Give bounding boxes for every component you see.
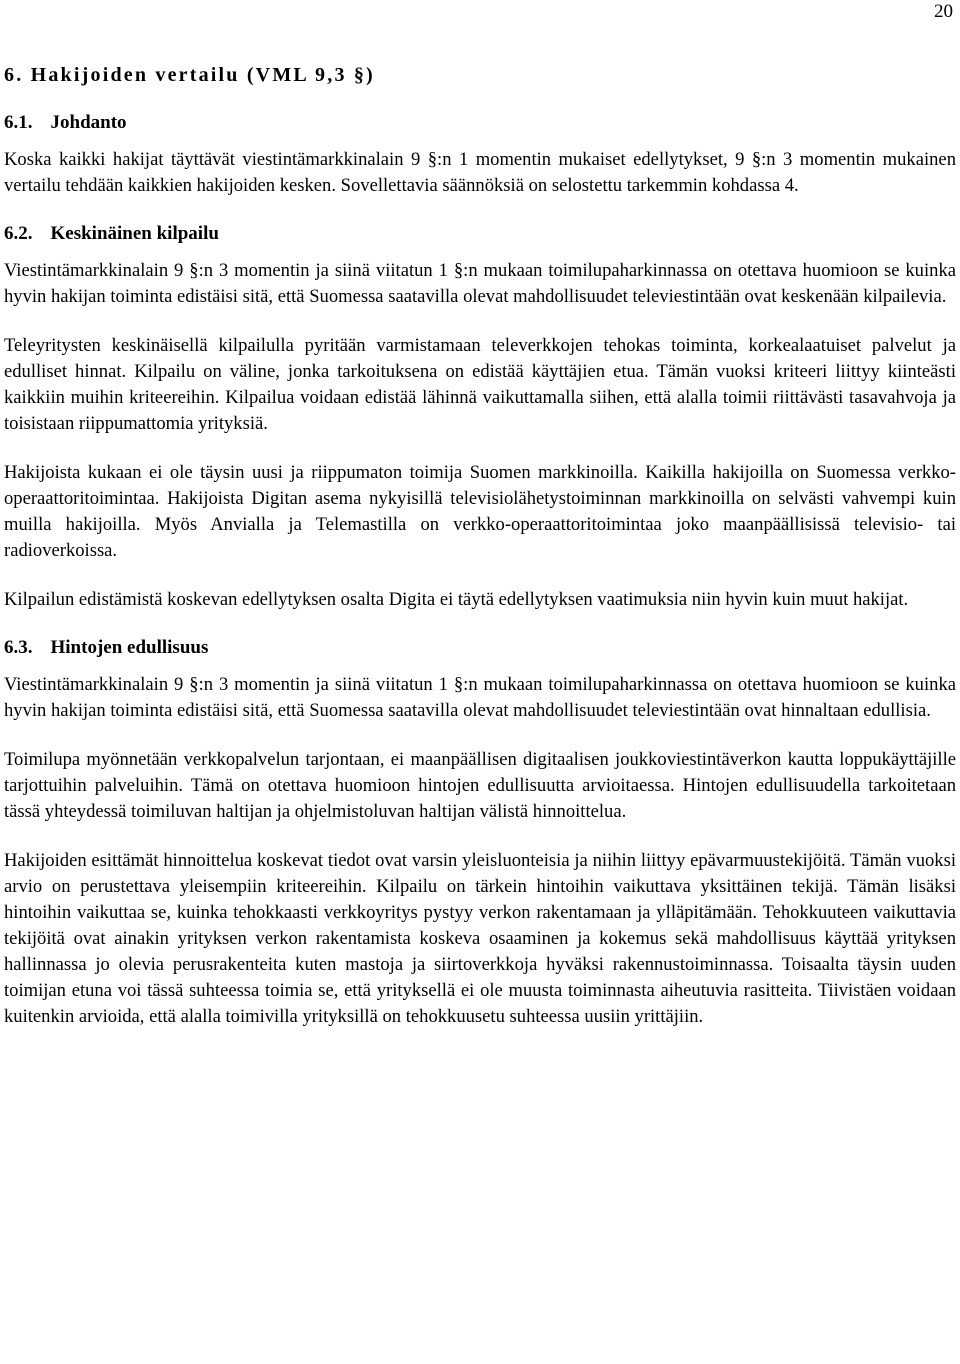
subsection-heading	[4, 222, 956, 246]
subsection-title: Keskinäinen kilpailu	[50, 223, 219, 244]
subsection-heading	[4, 636, 956, 660]
subsection-number: 6.2.	[4, 223, 33, 244]
subsection-heading	[4, 111, 956, 135]
subsection-number: 6.1.	[4, 112, 33, 133]
subsection-number: 6.3.	[4, 637, 33, 658]
document-body	[4, 62, 956, 1053]
subsection-keskinainen-kilpailu	[4, 222, 956, 613]
subsection-title: Hintojen edullisuus	[50, 637, 209, 658]
page-number: 20	[934, 1, 953, 22]
paragraph: Kilpailun edistämistä koskevan edellytyksen osalta Digita ei täytä edellytyksen vaatimuksia niin hyvin kuin muut hakijat.	[4, 589, 909, 610]
subsection-title: Johdanto	[50, 112, 127, 133]
subsection-hintojen-edullisuus	[4, 636, 956, 1030]
paragraph: Hakijoista kukaan ei ole täysin uusi ja riippumaton toimija Suomen markkinoilla. Kaikilla hakijoilla on Suomessa verkko-operaattoritoimintaa. Hakijoista Digitan asema nykyisillä televisiolähetystoiminnan markkinoilla on selvästi vahvempi kuin muilla hakijoilla. Myös Anvialla ja Telemastilla on verkko-operaattoritoimintaa joko maanpäällisissä televisio- tai radioverkoissa.	[4, 462, 956, 561]
paragraph: Viestintämarkkinalain 9 §:n 3 momentin ja siinä viitatun 1 §:n mukaan toimilupaharkinnassa on otettava huomioon se kuinka hyvin hakijan toiminta edistäisi sitä, että Suomessa saatavilla olevat mahdollisuudet televiestintään ovat keskenään kilpailevia.	[4, 260, 956, 307]
subsection-johdanto	[4, 111, 956, 199]
paragraph: Hakijoiden esittämät hinnoittelua koskevat tiedot ovat varsin yleisluonteisia ja niihin liittyy epävarmuustekijöitä. Tämän vuoksi arvio on perustettava yleisempiin kriteereihin. Kilpailu on tärkein hintoihin vaikuttava yksittäinen tekijä. Tämän lisäksi hintoihin vaikuttaa se, kuinka tehokkaasti verkkoyritys pystyy verkon rakentamaan ja ylläpitämään. Tehokkuuteen vaikuttavia tekijöitä ovat ainakin yrityksen verkon rakentamista koskeva osaaminen ja kokemus sekä mahdollisuus käyttää yrityksen hallinnassa jo olevia perusrakenteita kuten mastoja ja siirtoverkkoja hyväksi rakennustoiminnassa. Toisaalta täysin uuden toimijan etuna voi tässä suhteessa toimia se, että yrityksellä ei ole muusta toiminnasta aiheutuvia rasitteita. Tiivistäen voidaan kuitenkin arvioida, että alalla toimivilla yrityksillä on tehokkuusetu suhteessa uusiin yrittäjiin.	[4, 850, 956, 1027]
paragraph: Viestintämarkkinalain 9 §:n 3 momentin ja siinä viitatun 1 §:n mukaan toimilupaharkinnassa on otettava huomioon se kuinka hyvin hakijan toiminta edistäisi sitä, että Suomessa saatavilla olevat mahdollisuudet televiestintään ovat hinnaltaan edullisia.	[4, 674, 956, 721]
paragraph: Koska kaikki hakijat täyttävät viestintämarkkinalain 9 §:n 1 momentin mukaiset edellytykset, 9 §:n 3 momentin mukainen vertailu tehdään kaikkien hakijoiden kesken. Sovellettavia säännöksiä on selostettu tarkemmin kohdassa 4.	[4, 149, 956, 196]
paragraph: Toimilupa myönnetään verkkopalvelun tarjontaan, ei maanpäällisen digitaalisen joukkoviestintäverkon kautta loppukäyttäjille tarjottuihin palveluihin. Tämä on otettava huomioon hintojen edullisuutta arvioitaessa. Hintojen edullisuudella tarkoitetaan tässä yhteydessä toimiluvan haltijan ja ohjelmistoluvan haltijan välistä hinnoittelua.	[4, 749, 956, 822]
paragraph: Teleyritysten keskinäisellä kilpailulla pyritään varmistamaan televerkkojen tehokas toiminta, korkealaatuiset palvelut ja edulliset hinnat. Kilpailu on väline, jonka tarkoituksena on edistää käyttäjien etua. Tämän vuoksi kriteeri liittyy kiinteästi kaikkiin muihin kriteereihin. Kilpailua voidaan edistää lähinnä vaikuttamalla siihen, että alalla toimii riittävästi tasavahvoja ja toisistaan riippumattomia yrityksiä.	[4, 335, 956, 434]
section-heading: 6. Hakijoiden vertailu (VML 9,3 §)	[4, 64, 375, 86]
